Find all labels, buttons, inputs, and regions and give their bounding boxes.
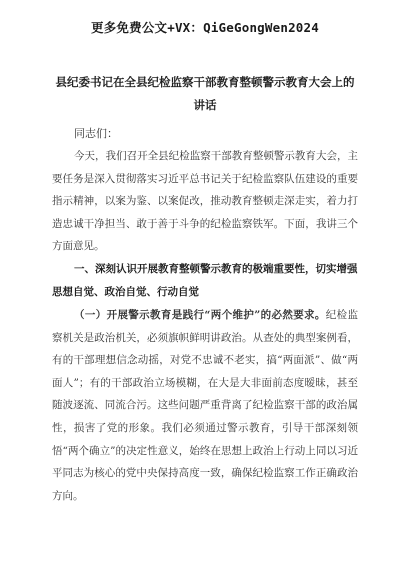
salutation: 同志们： — [74, 127, 118, 140]
subsection-paragraph — [52, 304, 358, 507]
section-heading: 一、深刻认识开展教育整顿警示教育的极端重要性，切实增强思想自觉、政治自觉、行动自觉 — [52, 262, 358, 298]
subsection-body: 纪检监察机关是政治机关，必须旗帜鲜明讲政治。从查处的典型案例看，有的干部理想信念动摇，对党不忠诚不老实，搞“两面派”、做“两面人”；有的干部政治立场模糊，在大是大非面前态度暧昧，甚至随波逐流、同流合污。这些问题严重背离了纪检监察干部的政治属性，损害了党的形象。我们必须通过警示教育，引导干部深刻领悟“两个确立”的决定性意义，始终在思想上政治上行动上同以习近平同志为核心的党中央保持高度一致，确保纪检监察工作正确政治方向。 — [52, 308, 359, 502]
subsection-heading: （一）开展警示教育是践行“两个维护”的必然要求。 — [74, 308, 326, 321]
intro-paragraph: 今天，我们召开全县纪检监察干部教育整顿警示教育大会，主要任务是深入贯彻落实习近平总书记关于纪检监察队伍建设的重要指示精神，以案为鉴、以案促改，推动教育整顿走深走实，着力打造忠诚干净担当、敢于善于斗争的纪检监察铁军。下面，我讲三个方面意见。 — [52, 150, 358, 253]
header-watermark: 更多免费公文+VX：QiGeGongWen2024 — [91, 20, 319, 35]
document-title: 县纪委书记在全县纪检监察干部教育整顿警示教育大会上的讲话 — [55, 75, 355, 112]
